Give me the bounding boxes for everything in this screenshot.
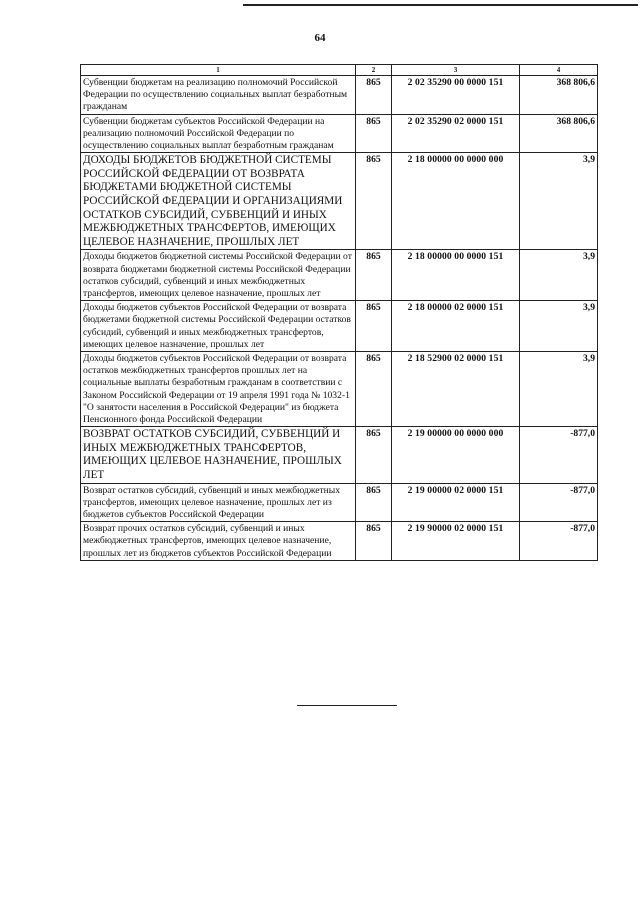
row-budget-classification-code: 2 18 52900 02 0000 151 (392, 352, 520, 427)
column-number-row (81, 65, 598, 76)
column-header-2: 2 (356, 65, 392, 76)
row-description: Возврат прочих остатков субсидий, субвенций и иных межбюджетных трансфертов, имеющих целевое назначение, прошлых лет из бюджетов субъектов Российской Федерации (81, 522, 356, 561)
row-budget-classification-code: 2 19 00000 00 0000 000 (392, 427, 520, 483)
row-description: Субвенции бюджетам на реализацию полномочий Российской Федерации по осуществлению социальных выплат безработным гражданам (81, 76, 356, 115)
row-admin-code: 865 (356, 153, 392, 250)
row-admin-code: 865 (356, 76, 392, 115)
row-description: Доходы бюджетов субъектов Российской Федерации от возврата бюджетами бюджетной системы Российской Федерации остатков субсидий, субвенций и иных межбюджетных трансфертов, имеющих целевое назначение, прошлых лет (81, 301, 356, 352)
table-row (81, 427, 598, 483)
row-budget-classification-code: 2 02 35290 00 0000 151 (392, 76, 520, 115)
table-row (81, 352, 598, 427)
table-row (81, 76, 598, 115)
row-admin-code: 865 (356, 522, 392, 561)
row-amount: 3,9 (520, 153, 598, 250)
row-admin-code: 865 (356, 483, 392, 522)
table-row (81, 483, 598, 522)
table-row (81, 153, 598, 250)
column-header-1: 1 (81, 65, 356, 76)
row-description: ДОХОДЫ БЮДЖЕТОВ БЮДЖЕТНОЙ СИСТЕМЫ РОССИЙСКОЙ ФЕДЕРАЦИИ ОТ ВОЗВРАТА БЮДЖЕТАМИ БЮДЖЕТНОЙ СИСТЕМЫ РОССИЙСКОЙ ФЕДЕРАЦИИ И ОРГАНИЗАЦИЯМИ ОСТАТКОВ СУБСИДИЙ, СУБВЕНЦИЙ И ИНЫХ МЕЖБЮДЖЕТНЫХ ТРАНСФЕРТОВ, ИМЕЮЩИХ ЦЕЛЕВОЕ НАЗНАЧЕНИЕ, ПРОШЛЫХ ЛЕТ (81, 153, 356, 250)
row-description: Возврат остатков субсидий, субвенций и иных межбюджетных трансфертов, имеющих целевое назначение, прошлых лет из бюджетов субъектов Российской Федерации (81, 483, 356, 522)
revenue-table (80, 64, 598, 561)
column-header-4: 4 (520, 65, 598, 76)
page-number: 64 (314, 32, 326, 44)
row-amount: 368 806,6 (520, 114, 598, 153)
header-rule (243, 4, 638, 6)
row-amount: -877,0 (520, 522, 598, 561)
table-row (81, 301, 598, 352)
row-amount: 368 806,6 (520, 76, 598, 115)
row-budget-classification-code: 2 18 00000 00 0000 000 (392, 153, 520, 250)
row-admin-code: 865 (356, 301, 392, 352)
row-description: Доходы бюджетов бюджетной системы Российской Федерации от возврата бюджетами бюджетной системы Российской Федерации остатков субсидий, субвенций и иных межбюджетных трансфертов, имеющих целевое назначение, прошлых лет (81, 250, 356, 301)
row-amount: -877,0 (520, 483, 598, 522)
row-amount: 3,9 (520, 301, 598, 352)
table-body (81, 76, 598, 561)
footer-rule (297, 705, 397, 706)
column-header-3: 3 (392, 65, 520, 76)
row-description: ВОЗВРАТ ОСТАТКОВ СУБСИДИЙ, СУБВЕНЦИЙ И ИНЫХ МЕЖБЮДЖЕТНЫХ ТРАНСФЕРТОВ, ИМЕЮЩИХ ЦЕЛЕВОЕ НАЗНАЧЕНИЕ, ПРОШЛЫХ ЛЕТ (81, 427, 356, 483)
table-row (81, 114, 598, 153)
row-admin-code: 865 (356, 427, 392, 483)
row-budget-classification-code: 2 19 90000 02 0000 151 (392, 522, 520, 561)
row-amount: 3,9 (520, 352, 598, 427)
row-admin-code: 865 (356, 114, 392, 153)
row-budget-classification-code: 2 19 00000 02 0000 151 (392, 483, 520, 522)
table-row (81, 522, 598, 561)
table-row (81, 250, 598, 301)
row-budget-classification-code: 2 18 00000 02 0000 151 (392, 301, 520, 352)
row-admin-code: 865 (356, 250, 392, 301)
row-budget-classification-code: 2 02 35290 02 0000 151 (392, 114, 520, 153)
row-admin-code: 865 (356, 352, 392, 427)
row-amount: 3,9 (520, 250, 598, 301)
row-amount: -877,0 (520, 427, 598, 483)
row-description: Доходы бюджетов субъектов Российской Федерации от возврата остатков межбюджетных трансфертов прошлых лет на социальные выплаты безработным гражданам в соответствии с Законом Российской Федерации от 19 апреля 1991 года № 1032-1 "О занятости населения в Российской Федерации" из бюджета Пенсионного фонда Российской Федерации (81, 352, 356, 427)
row-description: Субвенции бюджетам субъектов Российской Федерации на реализацию полномочий Российской Федерации по осуществлению социальных выплат безработным гражданам (81, 114, 356, 153)
row-budget-classification-code: 2 18 00000 00 0000 151 (392, 250, 520, 301)
